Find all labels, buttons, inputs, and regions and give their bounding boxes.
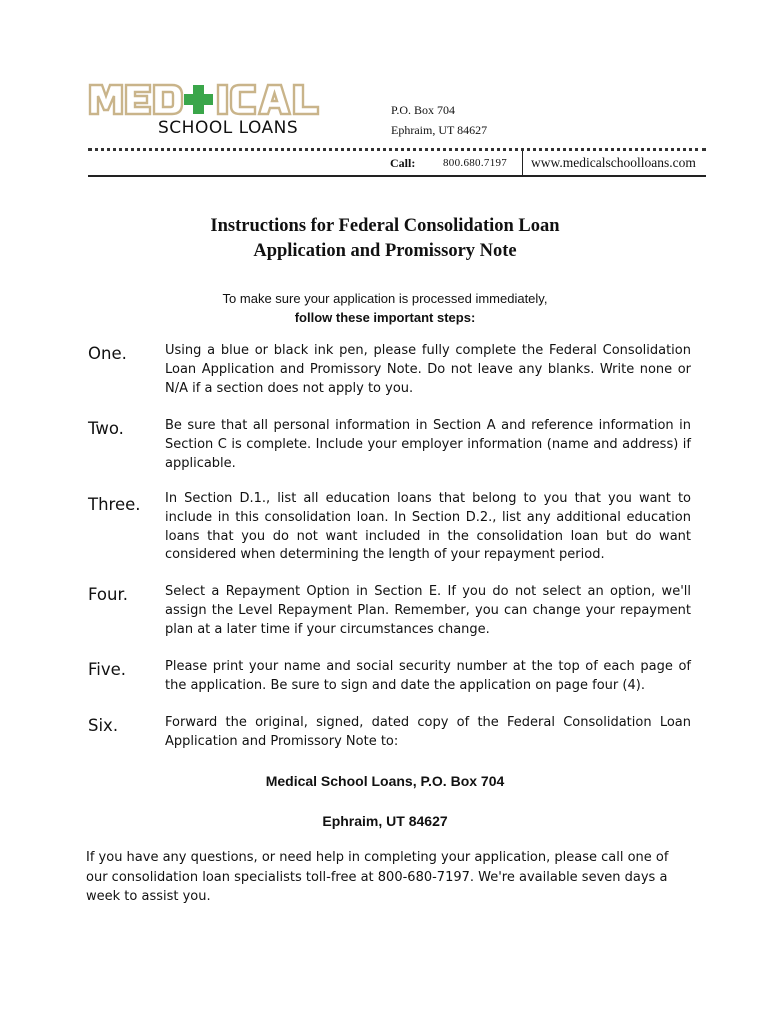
header-address <box>391 100 487 140</box>
step-number: One. <box>88 344 127 363</box>
page-title-line-1: Instructions for Federal Consolidation Loan <box>210 216 560 236</box>
closing-paragraph: If you have any questions, or need help in completing your application, please call one of our consolidation loan specialists toll-free at 800-680-7197. We're available seven days a week to assist you. <box>86 850 669 904</box>
step-text: Forward the original, signed, dated copy of the Federal Consolidation Loan Application and Promissory Note to: <box>165 715 691 749</box>
mailing-address-line-1: Medical School Loans, P.O. Box 704 <box>265 773 505 789</box>
medical-school-loans-logo <box>88 82 324 144</box>
intro-line-1: To make sure your application is processed immediately, <box>222 291 548 306</box>
step-number: Six. <box>88 716 119 735</box>
mailing-address-line-2: Ephraim, UT 84627 <box>322 813 448 829</box>
website-link[interactable]: www.medicalschoolloans.com <box>531 155 696 170</box>
address-line-1: P.O. Box 704 <box>391 103 456 117</box>
address-line-2: Ephraim, UT 84627 <box>391 123 488 137</box>
phone-number[interactable]: 800.680.7197 <box>443 157 508 169</box>
step-number: Three. <box>88 495 141 514</box>
step-number: Five. <box>88 660 127 679</box>
intro-line-2: follow these important steps: <box>294 310 476 325</box>
step-text: Using a blue or black ink pen, please fully complete the Federal Consolidation Loan Application and Promissory Note. Do not leave any blanks. Write none or N/A if a section does not apply to you. <box>165 343 691 396</box>
contact-row <box>88 151 706 175</box>
header-bottom-rule <box>88 175 706 177</box>
vertical-divider <box>522 151 523 175</box>
step-number: Four. <box>88 585 128 604</box>
step-number: Two. <box>88 419 124 438</box>
step-text: In Section D.1., list all education loans that belong to you that you want to include in this consolidation loan. In Section D.2., list any additional education loans that you do not want included in the consolidation loan but do want considered when determining the length of your repayment period. <box>165 491 691 563</box>
call-label: Call: <box>390 156 416 170</box>
step-text: Select a Repayment Option in Section E. If you do not select an option, we'll assign the Level Repayment Plan. Remember, you can change your repayment plan at a later time if your circumstances change. <box>165 584 691 637</box>
step-text: Please print your name and social security number at the top of each page of the application. Be sure to sign and date the application on page four (4). <box>165 659 691 693</box>
page-title-line-2: Application and Promissory Note <box>253 241 517 261</box>
step-text: Be sure that all personal information in Section A and reference information in Section C is complete. Include your employer information (name and address) if applicable. <box>165 418 691 471</box>
logo-text-school-loans: SCHOOL LOANS <box>158 118 299 138</box>
